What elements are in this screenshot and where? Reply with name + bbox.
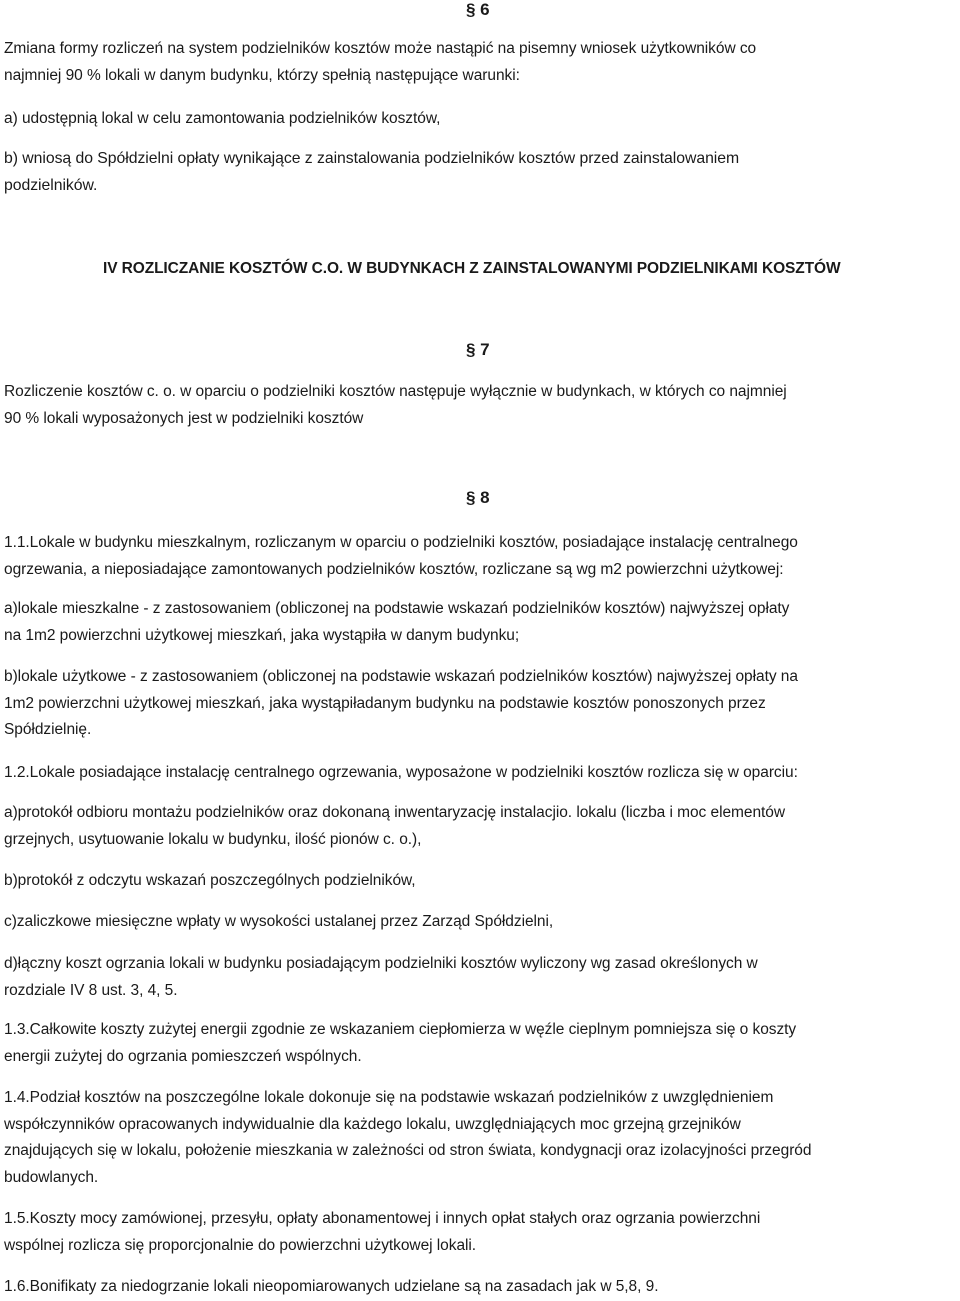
section-7-mark: § 7 xyxy=(466,340,490,359)
section-8-point-1-1-b: b)lokale użytkowe - z zastosowaniem (obliczonej na podstawie wskazań podzielników kosztów) najwyższej opłaty na 1m2 powierzchni użytkowej mieszkań, jaka wystąpiładanym budynku na podstawie kosztów ponoszonych przez Spółdzielnię. xyxy=(4,668,798,738)
section-8-point-1-2-d: d)łączny koszt ogrzania lokali w budynku posiadającym podzielniki kosztów wyliczony wg zasad określonych w rozdziale IV 8 ust. 3, 4, 5. xyxy=(4,955,758,999)
section-8-point-1-2: 1.2.Lokale posiadające instalację centralnego ogrzewania, wyposażone w podzielniki kosztów rozlicza się w oparciu: xyxy=(4,764,798,781)
section-8-point-1-2-c: c)zaliczkowe miesięczne wpłaty w wysokości ustalanej przez Zarząd Spółdzielni, xyxy=(4,913,554,930)
section-8-point-1-2-b: b)protokół z odczytu wskazań poszczególnych podzielników, xyxy=(4,872,416,889)
section-8-point-1-3: 1.3.Całkowite koszty zużytej energii zgodnie ze wskazaniem ciepłomierza w węźle cieplnym pomniejsza się o koszty energii zużytej do ogrzania pomieszczeń wspólnych. xyxy=(4,1021,797,1065)
section-8-point-1-6: 1.6.Bonifikaty za niedogrzanie lokali nieopomiarowanych udzielane są na zasadach jak w 5,8, 9. xyxy=(4,1278,659,1295)
section-7-text: Rozliczenie kosztów c. o. w oparciu o podzielniki kosztów następuje wyłącznie w budynkach, w których co najmniej 90 % lokali wyposażonych jest w podzielniki kosztów xyxy=(4,383,787,427)
section-8-point-1-2-a: a)protokół odbioru montażu podzielników oraz dokonaną inwentaryzację instalacjio. lokalu (liczba i moc elementów grzejnych, usytuowanie lokalu w budynku, ilość pionów c. o.), xyxy=(4,804,786,848)
section-8-point-1-5: 1.5.Koszty mocy zamówionej, przesyłu, opłaty abonamentowej i innych opłat stałych oraz ogrzania powierzchni wspólnej rozlicza się proporcjonalnie do powierzchni użytkowej lokali. xyxy=(4,1210,761,1254)
section-6-mark: § 6 xyxy=(466,0,490,19)
section-6-condition-a: a) udostępnią lokal w celu zamontowania podzielników kosztów, xyxy=(4,110,441,127)
section-8-mark: § 8 xyxy=(466,488,490,507)
section-6-condition-b: b) wniosą do Spółdzielni opłaty wynikające z zainstalowania podzielników kosztów przed zainstalowaniem podzielników. xyxy=(4,150,740,194)
section-8-point-1-1-a: a)lokale mieszkalne - z zastosowaniem (obliczonej na podstawie wskazań podzielników kosztów) najwyższej opłaty na 1m2 powierzchni użytkowej mieszkań, jaka wystąpiła w danym budynku; xyxy=(4,600,790,644)
chapter-iv-heading: IV ROZLICZANIE KOSZTÓW C.O. W BUDYNKACH Z ZAINSTALOWANYMI PODZIELNIKAMI KOSZTÓW xyxy=(103,260,841,277)
section-6-intro: Zmiana formy rozliczeń na system podzielników kosztów może nastąpić na pisemny wniosek użytkowników co najmniej 90 % lokali w danym budynku, którzy spełnią następujące warunki: xyxy=(4,40,757,84)
section-8-point-1-4: 1.4.Podział kosztów na poszczególne lokale dokonuje się na podstawie wskazań podzielników z uwzględnieniem współczynników opracowanych indywidualnie dla każdego lokalu, uwzględniających moc grzejną grzejników znajdujących się w lokalu, położenie mieszkania w zależności od stron świata, kondygnacji oraz izolacyjności przegród budowlanych. xyxy=(4,1089,812,1186)
section-8-point-1-1: 1.1.Lokale w budynku mieszkalnym, rozliczanym w oparciu o podzielniki kosztów, posiadające instalację centralnego ogrzewania, a nieposiadające zamontowanych podzielników kosztów, rozliczane są wg m2 powierzchni użytkowej: xyxy=(4,534,798,578)
